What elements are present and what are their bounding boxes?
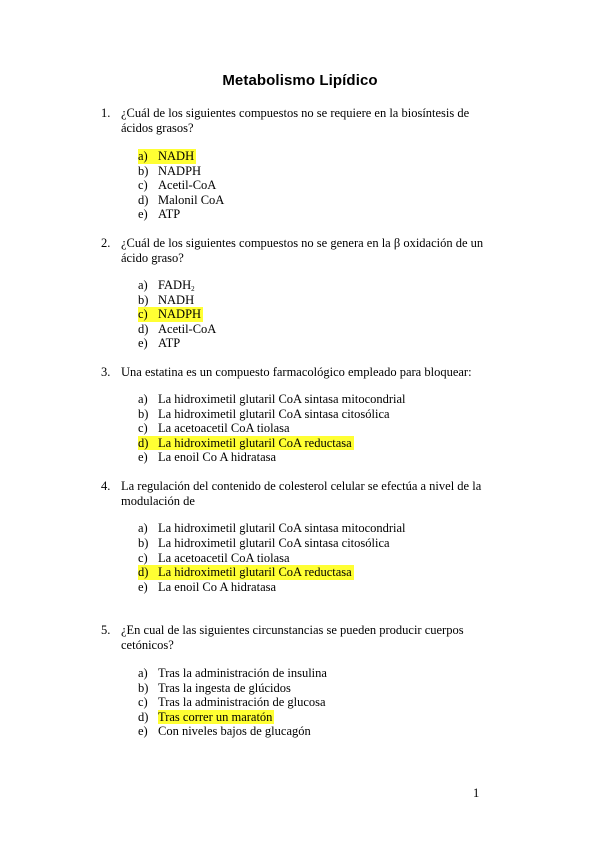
option-3d: d) La hidroximetil glutaril CoA reductasa [138, 435, 352, 450]
option-4c: c) La acetoacetil CoA tiolasa [138, 550, 290, 565]
option-4e: e) La enoil Co A hidratasa [138, 579, 277, 594]
question-number: 5. [101, 623, 111, 637]
option-3e: e) La enoil Co A hidratasa [138, 450, 277, 464]
option-3b: b) La hidroximetil glutaril CoA sintasa citosólica [138, 406, 390, 421]
option-3c: c) La acetoacetil CoA tiolasa [138, 421, 290, 435]
option-3a: a) La hidroximetil glutaril CoA sintasa mitocondrial [138, 392, 406, 406]
option-1e: e) ATP [138, 207, 181, 221]
option-2a: a) $FADH_2$ [138, 278, 195, 293]
option-2c: c) NADPH [138, 307, 202, 321]
option-5b: b) Tras la ingesta de glúcidos [138, 680, 291, 695]
question-text: ¿Cuál de los siguientes compuestos no se requiere en la biosíntesis de [121, 106, 470, 120]
option-1d: d) Malonil CoA [138, 192, 225, 207]
question-text: Una estatina es un compuesto farmacológico empleado para bloquear: [121, 365, 472, 379]
page-title: Metabolismo Lipídico [222, 72, 378, 89]
question-text: ácidos grasos? [121, 121, 194, 135]
option-2b: b) NADH [138, 292, 195, 307]
page-number: 1 [473, 786, 480, 800]
option-5e: e) Con niveles bajos de glucagón [138, 724, 311, 738]
option-2d: d) Acetil-CoA [138, 321, 217, 336]
question-text: ¿En cual de las siguientes circunstancias se pueden producir cuerpos [121, 623, 464, 637]
option-1b: b) NADPH [138, 163, 202, 178]
question-number: 1. [101, 106, 111, 120]
question-number: 3. [101, 365, 111, 379]
option-4a: a) La hidroximetil glutaril CoA sintasa mitocondrial [138, 521, 406, 535]
question-text: ¿Cuál de los siguientes compuestos no se genera en la β oxidación de un [121, 236, 484, 250]
question-text: ácido graso? [121, 251, 184, 265]
question-text: cetónicos? [121, 638, 174, 652]
option-1c: c) Acetil-CoA [138, 178, 217, 192]
option-4d: d) La hidroximetil glutaril CoA reductasa [138, 565, 352, 579]
option-4b: b) La hidroximetil glutaril CoA sintasa citosólica [138, 536, 390, 550]
question-number: 4. [101, 479, 111, 493]
option-5d: d) Tras correr un maratón [138, 709, 273, 724]
question-number: 2. [101, 236, 111, 250]
question-text: La regulación del contenido de colesterol celular se efectúa a nivel de la [121, 479, 482, 493]
option-2e: e) ATP [138, 336, 181, 350]
option-5c: c) Tras la administración de glucosa [138, 695, 326, 709]
option-1a: a) NADH [138, 149, 195, 163]
option-5a: a) Tras la administración de insulina [138, 666, 327, 680]
question-text: modulación de [121, 494, 195, 508]
